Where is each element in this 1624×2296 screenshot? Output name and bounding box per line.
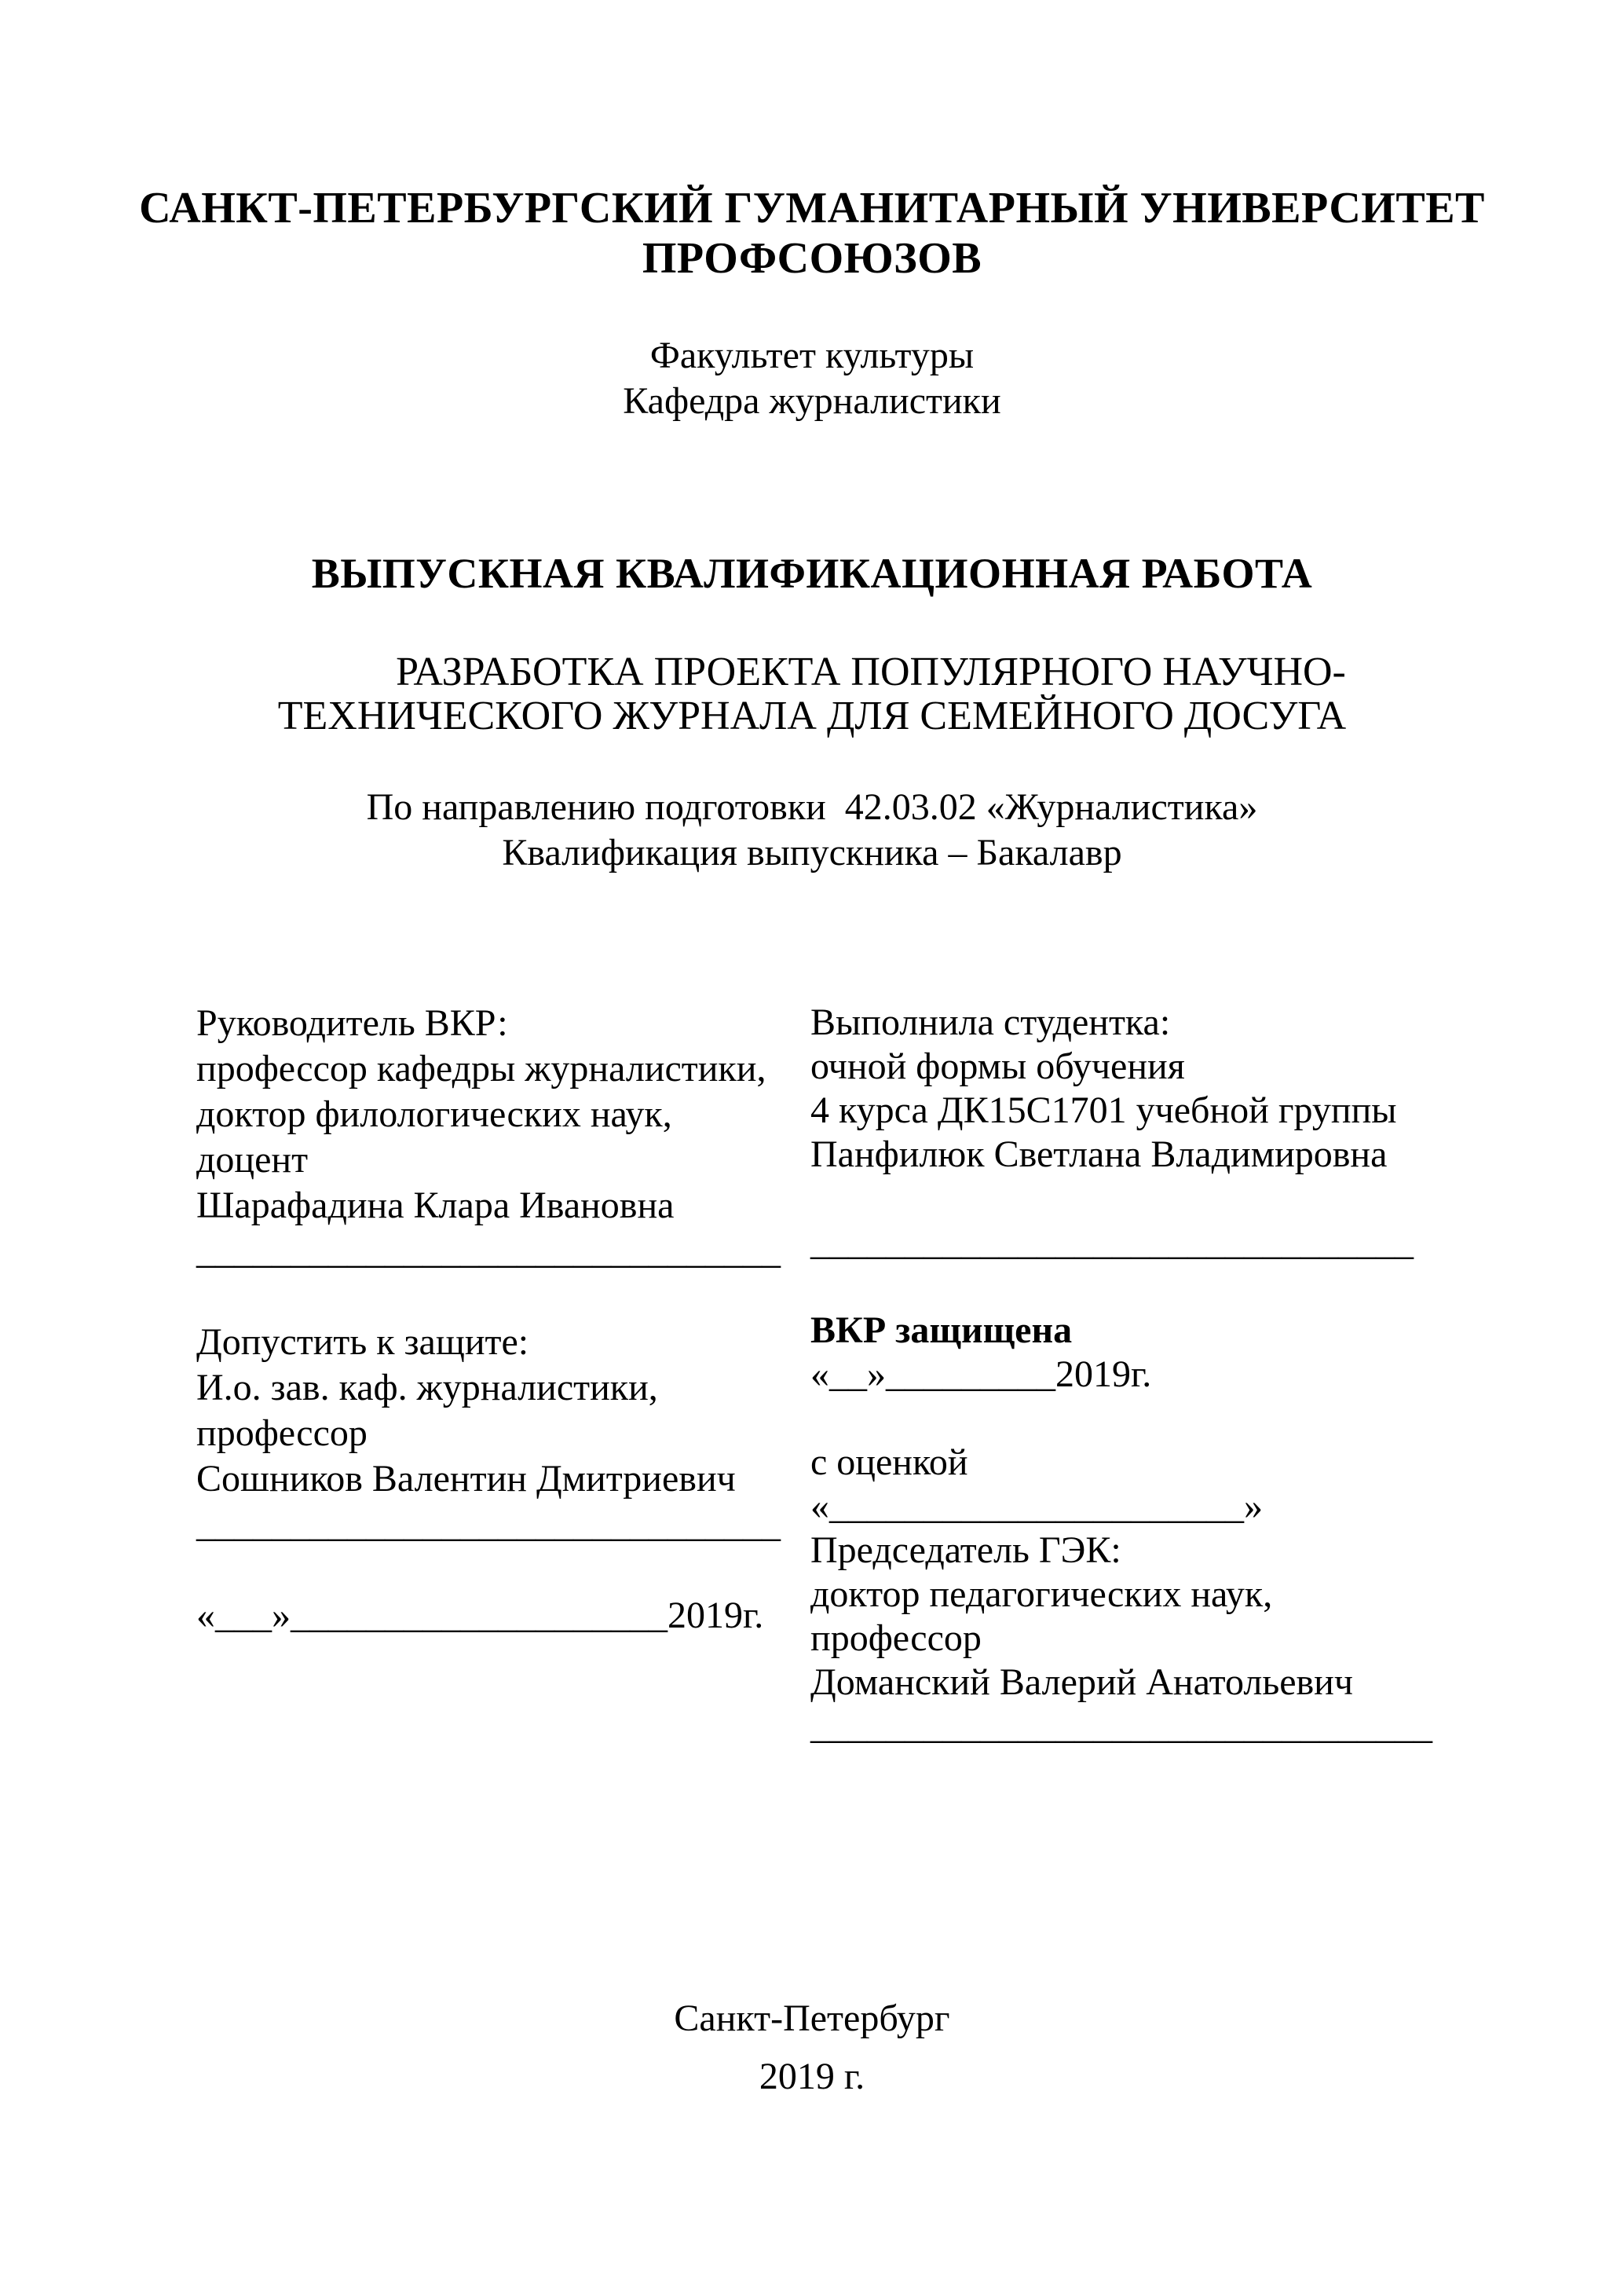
- spacer: [810, 1397, 1596, 1441]
- qualification-line: Квалификация выпускника – Бакалавр: [502, 832, 1122, 873]
- program-line: По направлению подготовки 42.03.02 «Журналистика»: [366, 786, 1258, 828]
- department-name: Кафедра журналистики: [623, 380, 1001, 422]
- footer-block: [0, 1990, 1624, 2106]
- admit-position-line2: профессор: [196, 1412, 368, 1454]
- supervisor-position: профессор кафедры журналистики,: [196, 1048, 766, 1089]
- work-type-heading: ВЫПУСКНАЯ КВАЛИФИКАЦИОННАЯ РАБОТА: [311, 550, 1313, 597]
- university-name-line2: ПРОФСОЮЗОВ: [642, 234, 982, 283]
- chairman-name: Доманский Валерий Анатольевич: [810, 1661, 1354, 1703]
- admit-position-line1: И.о. зав. каф. журналистики,: [196, 1367, 658, 1408]
- defense-status-heading: ВКР защищена: [810, 1309, 1073, 1351]
- spacer: [810, 1177, 1596, 1221]
- faculty-name: Факультет культуры: [649, 335, 975, 376]
- student-heading: Выполнила студентка:: [810, 1002, 1171, 1043]
- thesis-title-line1: РАЗРАБОТКА ПРОЕКТА ПОПУЛЯРНОГО НАУЧНО-: [396, 650, 1346, 694]
- footer-city: Санкт-Петербург: [674, 1998, 950, 2039]
- defense-date-line: «__»_________2019г.: [810, 1353, 1152, 1395]
- supervisor-name: Шарафадина Клара Ивановна: [196, 1185, 675, 1226]
- student-name: Панфилюк Светлана Владимировна: [810, 1133, 1388, 1175]
- admit-date-line: «___»____________________2019г.: [196, 1595, 764, 1636]
- chairman-rank: профессор: [810, 1617, 982, 1659]
- chairman-signature-line: _________________________________: [810, 1705, 1432, 1747]
- spacer: [196, 1547, 817, 1593]
- university-name-line1: САНКТ-ПЕТЕРБУРГСКИЙ ГУМАНИТАРНЫЙ УНИВЕРСИТЕТ: [139, 184, 1485, 233]
- chairman-degree: доктор педагогических наук,: [810, 1573, 1273, 1615]
- student-defense-column: [810, 1001, 1596, 1749]
- admit-name: Сошников Валентин Дмитриевич: [196, 1458, 736, 1500]
- grade-blank-line: «______________________»: [810, 1485, 1263, 1527]
- supervisor-rank: доцент: [196, 1139, 309, 1181]
- supervisor-degree: доктор филологических наук,: [196, 1093, 672, 1135]
- supervisor-signature-line: _______________________________: [196, 1230, 781, 1272]
- admit-signature-line: _______________________________: [196, 1503, 781, 1545]
- grade-label: с оценкой: [810, 1441, 968, 1483]
- program-block: [0, 785, 1624, 876]
- supervisor-admit-column: [196, 1001, 817, 1639]
- student-study-form: очной формы обучения: [810, 1045, 1185, 1087]
- chairman-heading: Председатель ГЭК:: [810, 1529, 1121, 1571]
- footer-year: 2019 г.: [759, 2056, 865, 2097]
- thesis-title: [0, 650, 1624, 738]
- university-name: [0, 183, 1624, 284]
- spacer: [810, 1265, 1596, 1309]
- student-group: 4 курса ДК15С1701 учебной группы: [810, 1089, 1397, 1131]
- thesis-title-line2: ТЕХНИЧЕСКОГО ЖУРНАЛА ДЛЯ СЕМЕЙНОГО ДОСУГА: [277, 694, 1347, 738]
- supervisor-heading: Руководитель ВКР:: [196, 1002, 508, 1044]
- faculty-department-block: [0, 333, 1624, 424]
- spacer: [196, 1274, 817, 1320]
- admit-heading: Допустить к защите:: [196, 1321, 529, 1363]
- student-signature-line: ________________________________: [810, 1221, 1414, 1263]
